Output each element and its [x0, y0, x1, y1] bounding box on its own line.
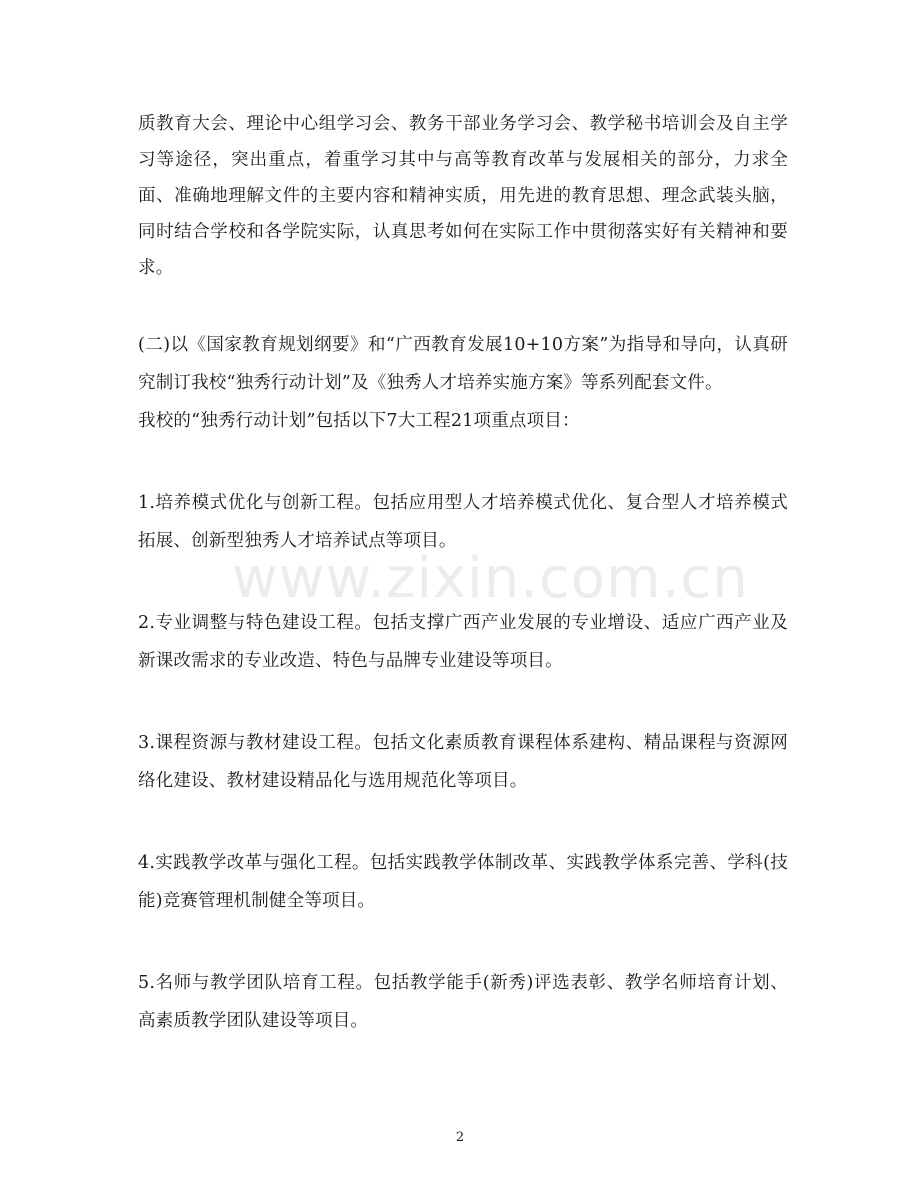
list-item-project-5: 5.名师与教学团队培育工程。包括教学能手(新秀)评选表彰、教学名师培育计划、高素质教学团队建设等项目。: [138, 973, 788, 1031]
list-item-project-3: 3.课程资源与教材建设工程。包括文化素质教育课程体系建构、精品课程与资源网络化建设、教材建设精品化与选用规范化等项目。: [138, 733, 788, 791]
paragraph-study-approach: 质教育大会、理论中心组学习会、教务干部业务学习会、教学秘书培训会及自主学习等途径，突出重点，着重学习其中与高等教育改革与发展相关的部分，力求全面、准确地理解文件的主要内容和精神实质，用先进的教育思想、理念武装头脑，同时结合学校和各学院实际，认真思考如何在实际工作中贯彻落实好有关精神和要求。: [138, 114, 788, 278]
list-item-project-2: 2.专业调整与特色建设工程。包括支撑广西产业发展的专业增设、适应广西产业及新课改需求的专业改造、特色与品牌专业建设等项目。: [138, 613, 788, 671]
page-number: 2: [455, 1130, 465, 1145]
paragraph-section-two: (二)以《国家教育规划纲要》和“广西教育发展10+10方案”为指导和导向，认真研究制订我校“独秀行动计划”及《独秀人才培养实施方案》等系列配套文件。: [138, 335, 788, 393]
watermark: www.zixin.com.cn: [232, 546, 749, 611]
paragraph-plan-intro: 我校的“独秀行动计划”包括以下7大工程21项重点项目：: [138, 411, 580, 431]
list-item-project-1: 1.培养模式优化与创新工程。包括应用型人才培养模式优化、复合型人才培养模式拓展、创新型独秀人才培养试点等项目。: [138, 493, 788, 551]
list-item-project-4: 4.实践教学改革与强化工程。包括实践教学体制改革、实践教学体系完善、学科(技能)竞赛管理机制健全等项目。: [138, 853, 788, 911]
page-body: [138, 106, 788, 1084]
